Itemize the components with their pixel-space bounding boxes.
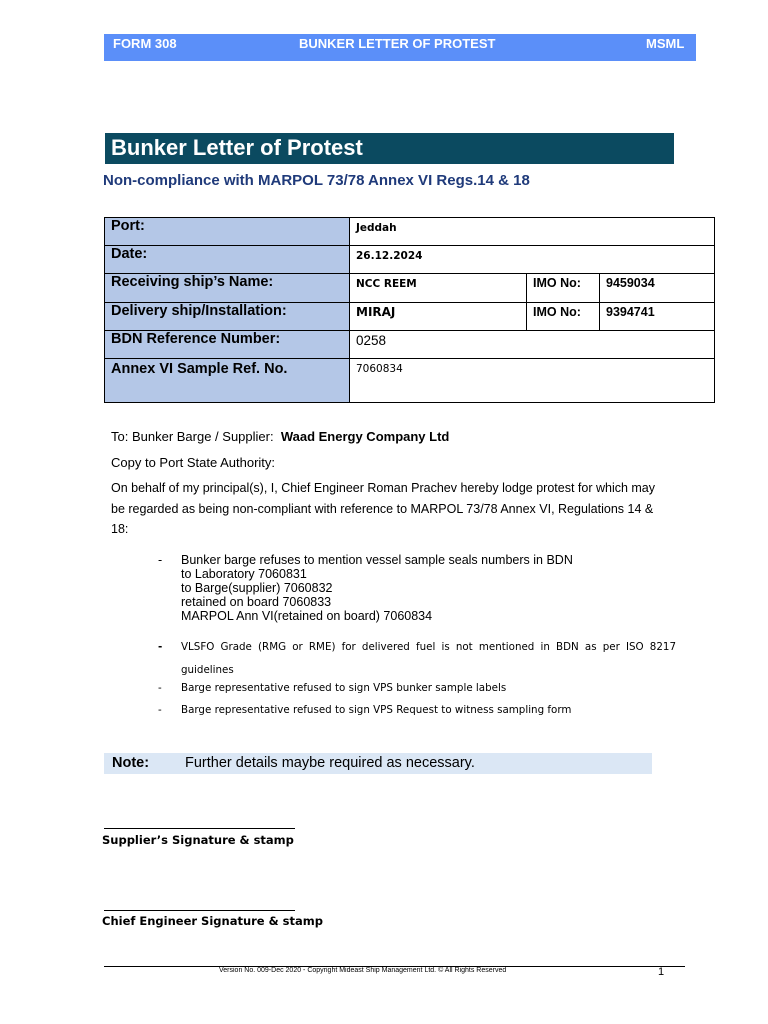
page-number: 1 [658, 966, 665, 978]
to-line [111, 427, 449, 448]
delivery-imo-value: 9394741 [600, 303, 715, 331]
supplier-signature-label: Supplier’s Signature & stamp [102, 833, 294, 847]
bullet-dash: - [158, 641, 163, 653]
delivery-imo-label: IMO No: [527, 303, 600, 331]
chief-engineer-signature-line [104, 910, 295, 911]
note-box [104, 753, 652, 774]
footer-copyright: Version No. 009-Dec 2020 - Copyright Mideast Ship Management Ltd. © All Rights Reserved [219, 967, 507, 974]
table-row [105, 246, 715, 274]
to-label: To: Bunker Barge / Supplier: [111, 429, 274, 444]
bdn-value: 0258 [350, 331, 715, 359]
bullet-line: MARPOL Ann VI(retained on board) 7060834 [181, 609, 433, 623]
port-value: Jeddah [350, 218, 715, 246]
date-value: 26.12.2024 [350, 246, 715, 274]
supplier-signature-line [104, 828, 295, 829]
bullet-text: Barge representative refused to sign VPS Request to witness sampling form [181, 704, 572, 716]
table-row [105, 359, 715, 403]
bullet-line: to Barge(supplier) 7060832 [181, 581, 333, 595]
bullet-dash: - [158, 704, 162, 716]
form-header-bar [104, 34, 696, 61]
bullet-text [181, 636, 676, 682]
paragraph-line: On behalf of my principal(s), I, Chief Engineer Roman Prachev hereby lodge protest for which may [111, 481, 656, 495]
bullet-line: retained on board 7060833 [181, 595, 332, 609]
bullet-line: to Laboratory 7060831 [181, 567, 307, 581]
paragraph-line: be regarded as being non-compliant with reference to MARPOL 73/78 Annex VI, Regulations 14 & [111, 501, 654, 516]
form-header-title: BUNKER LETTER OF PROTEST [299, 36, 496, 51]
protest-paragraph [111, 478, 655, 540]
bullet-dash: - [158, 682, 162, 694]
date-label: Date: [105, 246, 350, 274]
info-table [104, 217, 715, 403]
bullet-line: Bunker barge refuses to mention vessel sample seals numbers in BDN [181, 553, 573, 567]
receiving-ship-label: Receiving ship’s Name: [105, 274, 350, 303]
supplier-name: Waad Energy Company Ltd [280, 429, 450, 444]
paragraph-line: 18: [111, 522, 129, 536]
table-row [105, 331, 715, 359]
bullet-line: VLSFO Grade (RMG or RME) for delivered fuel is not mentioned in BDN as per ISO 8217 [181, 641, 676, 653]
table-row [105, 274, 715, 303]
receiving-imo-label: IMO No: [527, 274, 600, 303]
receiving-ship-value: NCC REEM [350, 274, 527, 303]
bullet-text [181, 553, 651, 623]
delivery-ship-value: MIRAJ [350, 303, 527, 331]
page-title: Bunker Letter of Protest [111, 135, 363, 160]
note-text: Further details maybe required as necessary. [185, 755, 475, 771]
table-row [105, 303, 715, 331]
bullet-text: Barge representative refused to sign VPS bunker sample labels [181, 682, 507, 694]
table-row [105, 218, 715, 246]
title-bar [105, 133, 674, 164]
receiving-imo-value: 9459034 [600, 274, 715, 303]
company-code: MSML [646, 36, 685, 51]
bullet-line: guidelines [181, 664, 234, 676]
sample-ref-label: Annex VI Sample Ref. No. [105, 359, 350, 403]
bullet-dash: - [158, 553, 163, 567]
chief-engineer-signature-label: Chief Engineer Signature & stamp [102, 914, 323, 928]
note-label: Note: [112, 755, 150, 771]
port-label: Port: [105, 218, 350, 246]
sample-ref-value: 7060834 [350, 359, 715, 403]
bdn-label: BDN Reference Number: [105, 331, 350, 359]
form-number: FORM 308 [113, 36, 177, 51]
subtitle: Non-compliance with MARPOL 73/78 Annex VI Regs.14 & 18 [103, 172, 530, 189]
copy-to-line: Copy to Port State Authority: [111, 455, 276, 470]
delivery-ship-label: Delivery ship/Installation: [105, 303, 350, 331]
